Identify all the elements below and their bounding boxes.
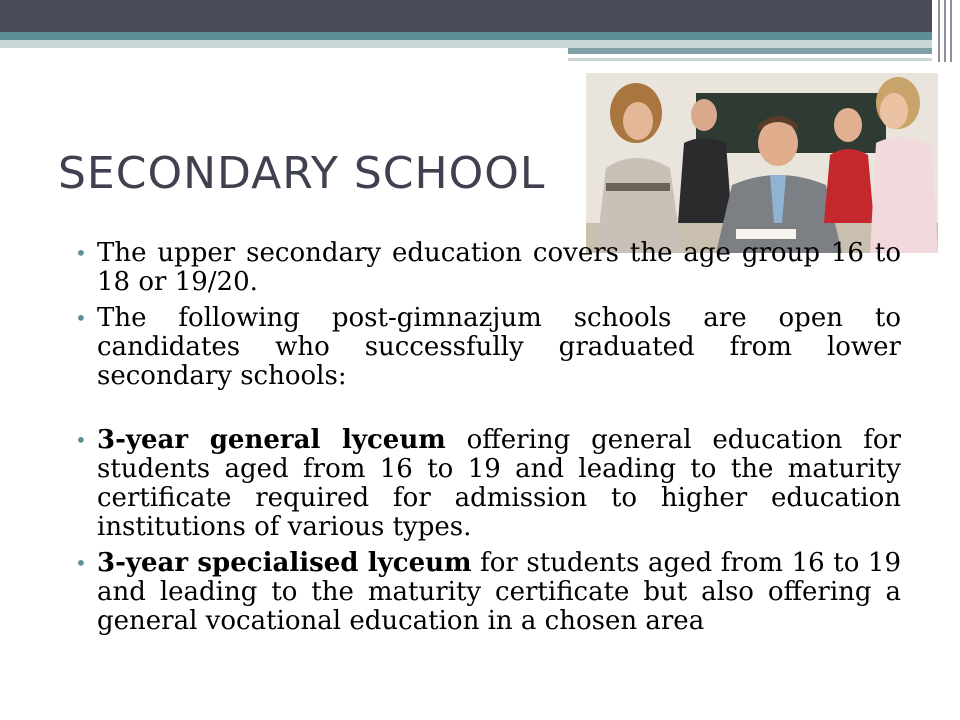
person-face xyxy=(880,93,908,129)
bullet-emphasis: 3-year specialised lyceum xyxy=(97,548,472,578)
bullet-text: The following post-gimnazjum schools are open to candidates who successfully graduated from lower secondary schools: xyxy=(97,303,901,391)
header-vertical-line xyxy=(950,0,952,62)
person-face xyxy=(758,120,798,166)
bullet-item xyxy=(75,239,901,297)
bullet-item xyxy=(75,549,901,636)
header-vertical-line xyxy=(938,0,940,62)
bullet-text: offering general education for students aged from 16 to 19 and leading to the maturity certificate required for admission to higher education institutions of various types. xyxy=(97,425,901,542)
header-banner xyxy=(0,0,932,32)
bullet-text: for students aged from 16 to 19 and leading to the maturity certificate but also offering a general vocational education in a chosen area xyxy=(97,548,901,636)
person-sweater xyxy=(824,149,874,223)
slide-title: SECONDARY SCHOOL xyxy=(58,148,546,199)
bullet-item xyxy=(75,426,901,542)
header-stripe-short xyxy=(568,48,932,54)
header-stripe xyxy=(0,32,932,40)
person-face xyxy=(623,102,653,140)
person-sweater xyxy=(870,137,938,253)
person-face xyxy=(834,108,862,142)
bullet-text: The upper secondary education covers the age group 16 to 18 or 19/20. xyxy=(97,238,901,297)
person-sweater xyxy=(678,138,732,223)
bullet-emphasis: 3-year general lyceum xyxy=(97,425,446,455)
header-stripe-thin xyxy=(568,58,932,61)
bullet-item xyxy=(75,304,901,391)
header-stripe-light xyxy=(0,40,932,48)
classroom-photo-illustration xyxy=(586,73,938,253)
classroom-photo xyxy=(586,73,938,253)
person-face xyxy=(691,99,717,131)
header-vertical-line xyxy=(944,0,946,62)
person-sweater-stripe xyxy=(606,183,670,191)
bullet-list xyxy=(75,239,901,636)
